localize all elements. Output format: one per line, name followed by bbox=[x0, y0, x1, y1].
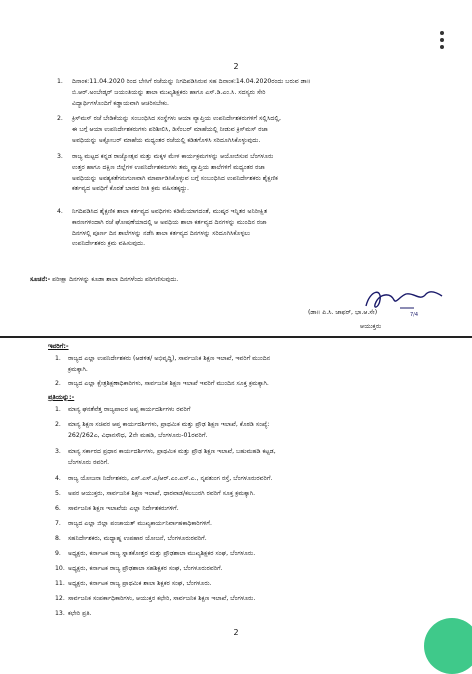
note-label: ಸೂಚನೆ:- bbox=[30, 276, 51, 283]
item-line: ವಿದ್ಯಾರ್ಥಿಗಳೊಂದಿಗೆ ಕಡ್ಡಾಯವಾಗಿ ಆಚರಿಸಬೇಕು. bbox=[72, 99, 170, 107]
item-line: ಕ್ರಮಕ್ಕಾಗಿ. bbox=[68, 365, 88, 373]
item-line: ಕ್ರಿಸ್‌ಮಸ್ ರಜೆ ಬೇಡಿಕೆಯನ್ನು ಸಂಬಂಧಿಸಿದ ಸಂಸ್ಥೆಗಳು ಆಯಾ ವ್ಯಾಪ್ತಿಯ ಉಪನಿರ್ದೇಶಕರುಗಳಿಗೆ ಸಲ್ಲಿಸಿದಲ್ಲಿ, bbox=[72, 115, 281, 122]
svg-text:7/4: 7/4 bbox=[410, 312, 419, 318]
item-line: ಅಧ್ಯಕ್ಷರು, ಕರ್ನಾಟಕ ರಾಜ್ಯ ಸ್ನಾತಕೋತ್ತರ ಮತ್ತು ಪ್ರೌಢಶಾಲಾ ಮುಖ್ಯಶಿಕ್ಷಕರ ಸಂಘ, ಬೆಂಗಳೂರು. bbox=[68, 550, 256, 557]
item-line: ದಿನಗಳಲ್ಲಿ ಪೂರ್ಣ ದಿನ ಶಾಲೆಗಳನ್ನು ನಡೆಸಿ ಶಾಲಾ ಕರ್ತವ್ಯದ ದಿನಗಳನ್ನು ಸರಿದೂಗಿಸಿಕೊಳ್ಳಲು bbox=[72, 229, 251, 237]
item-number: 3. bbox=[55, 448, 61, 455]
item-line: ರಾಜ್ಯದ ಎಲ್ಲಾ ಉಪನಿರ್ದೇಶಕರು (ಆಡಳಿತ/ ಅಭಿವೃದ್ಧಿ), ಸಾರ್ವಜನಿಕ ಶಿಕ್ಷಣ ಇಲಾಖೆ, ಇವರಿಗೆ ಮುಂದಿನ bbox=[68, 355, 271, 362]
item-number: 6. bbox=[55, 505, 61, 512]
item-line: ಕಛೇರಿ ಪ್ರತಿ. bbox=[68, 610, 92, 617]
item-line: ಅಧ್ಯಕ್ಷರು, ಕರ್ನಾಟಕ ರಾಜ್ಯ ಪ್ರೌಢಶಾಲಾ ಸಹಶಿಕ್ಷಕರ ಸಂಘ, ಬೆಂಗಳೂರುರವರಿಗೆ. bbox=[68, 565, 223, 572]
item-line: ಮಾನ್ಯ ಘನತೆವೆತ್ತ ರಾಜ್ಯಪಾಲರ ಅಪ್ಪ ಕಾರ್ಯದರ್ಶಿಗಳು ರವರಿಗೆ bbox=[68, 406, 191, 413]
item-line: 262/262ಎ, ವಿಧಾನಸೌಧ, 2ನೇ ಮಹಡಿ, ಬೆಂಗಳೂರು-01ರವರಿಗೆ. bbox=[68, 431, 208, 439]
item-number: 4. bbox=[55, 475, 61, 482]
item-line: ಬಿ.ಆರ್.ಅಂಬೇಡ್ಕರ್ ಜಯಂತಿಯನ್ನು ಶಾಲಾ ಮುಖ್ಯಶಿಕ್ಷಕರು ಹಾಗೂ ಎಸ್.ಡಿ.ಎಂ.ಸಿ. ಸದಸ್ಯರು ಸೇರಿ bbox=[72, 88, 266, 96]
item-line: ಉಪನಿರ್ದೇಶಕರು ಕ್ರಮ ವಹಿಸುವುದು. bbox=[72, 240, 146, 248]
item-number: 13. bbox=[55, 610, 65, 617]
recipients-heading: ಇವರಿಗೆ:- bbox=[48, 342, 69, 350]
item-number: 1. bbox=[57, 78, 63, 85]
item-number: 7. bbox=[55, 520, 61, 527]
note bbox=[30, 276, 178, 284]
item-number: 1. bbox=[55, 406, 61, 413]
item-number: 9. bbox=[55, 550, 61, 557]
item-number: 5. bbox=[55, 490, 61, 497]
item-line: ರಾಜ್ಯದ ಎಲ್ಲಾ ಕ್ಷೇತ್ರಶಿಕ್ಷಣಾಧಿಕಾರಿಗಳು, ಸಾರ್ವಜನಿಕ ಶಿಕ್ಷಣ ಇಲಾಖೆ ಇವರಿಗೆ ಮುಂದಿನ ಸೂಕ್ತ ಕ್ರಮಕ್ಕಾಗಿ. bbox=[68, 380, 269, 387]
item-number: 8. bbox=[55, 535, 61, 542]
item-line: ಉತ್ತರ ಹಾಗೂ ದಕ್ಷಿಣ ಜಿಲ್ಲೆಗಳ ಉಪನಿರ್ದೇಶಕರುಗಳು ತಮ್ಮ ವ್ಯಾಪ್ತಿಯ ಶಾಲೆಗಳಿಗೆ ಮಧ್ಯಂತರ ರಜಾ bbox=[72, 163, 265, 171]
item-line: ನಿಗದಿಪಡಿಸಿದ ಶೈಕ್ಷಣಿಕ ಶಾಲಾ ಕರ್ತವ್ಯದ ಅವಧಿಗಳು ಕಡಿಮೆಯಾಗದಂತೆ, ಮುಷ್ಕರ ಇನ್ನಿತರ ಅನಿರೀಕ್ಷಿತ bbox=[72, 208, 268, 215]
item-number: 2. bbox=[57, 115, 63, 122]
item-number: 12. bbox=[55, 595, 65, 602]
signatory-title: ಆಯುಕ್ತರು bbox=[360, 323, 382, 330]
item-number: 10. bbox=[55, 565, 65, 572]
item-line: ಕರ್ತವ್ಯದ ಅವಧಿಗೆ ಕೊರತೆ ಬಾರದ ರೀತಿ ಕ್ರಮ ವಹಿಸತಕ್ಕದ್ದು. bbox=[72, 185, 189, 193]
item-line: ಕಾರಣಗಳಿಂದಾಗಿ ರಜೆ ಘೋಷಣೆಯಾದಲ್ಲಿ ಆ ಅವಧಿಯ ಶಾಲಾ ಕರ್ತವ್ಯದ ದಿನಗಳನ್ನು ಮುಂದಿನ ರಜಾ bbox=[72, 218, 267, 226]
item-line: ದಿನಾಂಕ:11.04.2020 ರಿಂದ ಬೇಸಿಗೆ ರಜೆಯನ್ನು ನಿಗದಿಪಡಿಸಿರುವ ಸಹ ದಿನಾಂಕ:14.04.2020ರಂದು ಬರುವ ಡಾ॥ bbox=[72, 78, 311, 85]
item-line: ಸಾರ್ವಜನಿಕ ಶಿಕ್ಷಣ ಇಲಾಖೆಯ ಎಲ್ಲಾ ನಿರ್ದೇಶಕರುಗಳಿಗೆ. bbox=[68, 505, 179, 512]
item-number: 3. bbox=[57, 153, 63, 160]
item-line: ರಾಜ್ಯ ಮಟ್ಟದ ಕನ್ನಡ ರಾಜ್ಯೋತ್ಸವ ಮತ್ತು ಮಕ್ಕಳ ಮೇಳ ಕಾರ್ಯಕ್ರಮಗಳನ್ನು ಆಯೋಜಿಸುವ ಬೆಂಗಳೂರು bbox=[72, 153, 274, 160]
item-line: ಅಧ್ಯಕ್ಷರು, ಕರ್ನಾಟಕ ರಾಜ್ಯ ಪ್ರಾಥಮಿಕ ಶಾಲಾ ಶಿಕ್ಷಕರ ಸಂಘ, ಬೆಂಗಳೂರು. bbox=[68, 580, 212, 587]
signatory-name: (ಡಾ॥ ಪಿ.ಸಿ. ಜಾಫರ್, ಭಾ.ಆ.ಸೇ) bbox=[308, 309, 378, 316]
item-number: 1. bbox=[55, 355, 61, 362]
item-line: ಸಾರ್ವಜನಿಕ ಸಂಪರ್ಕಾಧಿಕಾರಿಗಳು, ಆಯುಕ್ತರ ಕಛೇರಿ, ಸಾರ್ವಜನಿಕ ಶಿಕ್ಷಣ ಇಲಾಖೆ, ಬೆಂಗಳೂರು. bbox=[68, 595, 256, 602]
page-number-bottom: 2 bbox=[233, 628, 239, 637]
item-number: 11. bbox=[55, 580, 65, 587]
more-options-icon[interactable] bbox=[440, 31, 444, 52]
item-line: ಅವಧಿಯನ್ನು ಅವಶ್ಯಕತೆಗನುಗುಣವಾಗಿ ಮಾರ್ಪಾಡಿಸಿಕೊಳ್ಳುವ ಬಗ್ಗೆ ಸಂಬಂಧಿಸಿದ ಉಪನಿರ್ದೇಶಕರು ಶೈಕ್ಷಣಿಕ bbox=[72, 174, 278, 182]
item-line: ಮಾನ್ಯ ಸರ್ಕಾರದ ಪ್ರಧಾನ ಕಾರ್ಯದರ್ಶಿಗಳು, ಪ್ರಾಥಮಿಕ ಮತ್ತು ಪ್ರೌಢ ಶಿಕ್ಷಣ ಇಲಾಖೆ, ಬಹುಮಹಡಿ ಕಟ್ಟಡ, bbox=[68, 448, 276, 455]
floating-action-button[interactable] bbox=[424, 618, 472, 674]
item-line: ರಾಜ್ಯದ ಎಲ್ಲಾ ಜಿಲ್ಲಾ ಪಂಚಾಯತ್ ಮುಖ್ಯಕಾರ್ಯನಿರ್ವಾಹಕಾಧಿಕಾರಿಗಳಿಗೆ. bbox=[68, 520, 212, 527]
item-line: ಸಹನಿರ್ದೇಶಕರು, ಮಧ್ಯಾಹ್ನ ಉಪಹಾರ ಯೋಜನೆ, ಬೆಂಗಳೂರುರವರಿಗೆ. bbox=[68, 535, 207, 542]
note-text: ಪರೀಕ್ಷಾ ದಿನಗಳನ್ನು ಕೂಡಾ ಶಾಲಾ ದಿನಗಳೆಂದು ಪರಿಗಣಿಸುವುದು. bbox=[52, 276, 179, 283]
page-number-top: 2 bbox=[233, 62, 239, 71]
divider bbox=[0, 336, 472, 338]
item-line: ಅಪರ ಆಯುಕ್ತರು, ಸಾರ್ವಜನಿಕ ಶಿಕ್ಷಣ ಇಲಾಖೆ, ಧಾರವಾಡ/ಕಲಬುರಗಿ ರವರಿಗೆ ಸೂಕ್ತ ಕ್ರಮಕ್ಕಾಗಿ. bbox=[68, 490, 256, 497]
item-line: ಬೆಂಗಳೂರು ರವರಿಗೆ. bbox=[68, 458, 110, 466]
item-line: ಅವಧಿಯನ್ನು ಅಕ್ಟೋಬರ್ ಮಾಹೆಯ ಮಧ್ಯಂತರ ರಜೆಯಲ್ಲಿ ಕಡಿತಗೊಳಿಸಿ ಸರಿದೂಗಿಸಿಕೊಳ್ಳುವುದು. bbox=[72, 136, 261, 144]
item-line: ಈ ಬಗ್ಗೆ ಆಯಾ ಉಪನಿರ್ದೇಶಕರುಗಳು ಪರಿಶೀಲಿಸಿ, ಡಿಸೆಂಬರ್ ಮಾಹೆಯಲ್ಲಿ ನೀಡುವ ಕ್ರಿಸ್‌ಮಸ್ ರಜಾ bbox=[72, 125, 268, 133]
item-number: 2. bbox=[55, 380, 61, 387]
item-number: 4. bbox=[57, 208, 63, 215]
item-line: ಮಾನ್ಯ ಶಿಕ್ಷಣ ಸಚಿವರ ಆಪ್ತ ಕಾರ್ಯದರ್ಶಿಗಳು, ಪ್ರಾಥಮಿಕ ಮತ್ತು ಪ್ರೌಢ ಶಿಕ್ಷಣ ಇಲಾಖೆ, ಕೊಠಡಿ ಸಂಖ್ಯೆ: bbox=[68, 421, 270, 428]
item-number: 2. bbox=[55, 421, 61, 428]
copies-heading: ಪ್ರತಿಯನ್ನು:- bbox=[48, 393, 75, 401]
item-line: ರಾಜ್ಯ ಯೋಜನಾ ನಿರ್ದೇಶಕರು, ಎಸ್.ಎಸ್.ಎ/ಆರ್.ಎಂ.ಎಸ್.ಎ., ನೃಪತುಂಗ ರಸ್ತೆ, ಬೆಂಗಳೂರುರವರಿಗೆ. bbox=[68, 475, 273, 482]
